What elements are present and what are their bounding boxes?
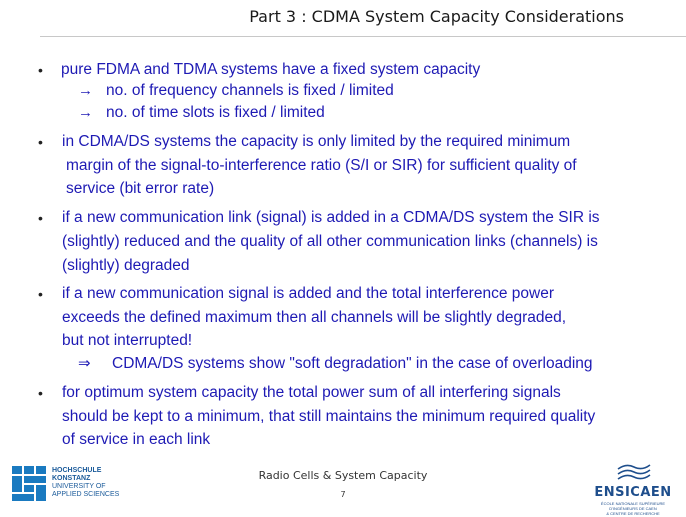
arrow-icon: → xyxy=(78,82,93,99)
bullet-5-line-2: should be kept to a minimum, that still maintains the minimum required quality xyxy=(62,408,596,425)
bullet-4-conclusion: CDMA/DS systems show "soft degradation" in the case of overloading xyxy=(112,355,593,372)
ensicaen-logo xyxy=(588,463,678,516)
ensicaen-tagline: ÉCOLE NATIONALE SUPÉRIEURE D'INGÉNIEURS DE CAEN & CENTRE DE RECHERCHE xyxy=(600,501,666,516)
bullet-4-line-3: but not interrupted! xyxy=(62,332,193,349)
hochschule-konstanz-wordmark: HOCHSCHULE KONSTANZ UNIVERSITY OF APPLIED SCIENCES xyxy=(52,467,120,498)
ensicaen-name: ENSICAEN xyxy=(594,485,672,500)
bullet-1-sub-1: no. of frequency channels is fixed / limited xyxy=(106,82,394,99)
bullet-icon: • xyxy=(38,134,43,150)
bullet-5-line-3: of service in each link xyxy=(62,431,211,448)
bullet-icon: • xyxy=(38,286,43,302)
bullet-3-line-3: (slightly) degraded xyxy=(62,257,190,274)
slide-title: Part 3 : CDMA System Capacity Considerations xyxy=(249,7,624,26)
bullet-2-line-3: service (bit error rate) xyxy=(66,180,215,197)
bullet-icon: • xyxy=(38,385,43,401)
hochschule-konstanz-logo xyxy=(12,466,172,506)
header-divider xyxy=(40,36,686,37)
hochschule-konstanz-mark-icon xyxy=(12,466,48,502)
implies-icon: ⇒ xyxy=(78,355,91,372)
page-number: 7 xyxy=(340,490,346,499)
bullet-icon: • xyxy=(38,210,43,226)
bullet-3-line-2: (slightly) reduced and the quality of all other communication links (channels) is xyxy=(62,233,598,250)
bullet-icon: • xyxy=(38,62,43,78)
bullet-3-line-1: if a new communication link (signal) is added in a CDMA/DS system the SIR is xyxy=(62,209,600,226)
slide-header xyxy=(0,0,686,40)
ensicaen-wave-icon xyxy=(616,463,652,483)
bullet-4-line-1: if a new communication signal is added and the total interference power xyxy=(62,285,554,302)
bullet-1-sub-2: no. of time slots is fixed / limited xyxy=(106,104,325,121)
bullet-5-line-1: for optimum system capacity the total power sum of all interfering signals xyxy=(62,384,561,401)
footer-course-title: Radio Cells & System Capacity xyxy=(258,469,428,482)
bullet-2-line-2: margin of the signal-to-interference ratio (S/I or SIR) for sufficient quality of xyxy=(66,157,577,174)
arrow-icon: → xyxy=(78,104,93,121)
bullet-1-line-1: pure FDMA and TDMA systems have a fixed system capacity xyxy=(61,61,481,78)
bullet-4-line-2: exceeds the defined maximum then all channels will be slightly degraded, xyxy=(62,309,567,326)
bullet-2-line-1: in CDMA/DS systems the capacity is only limited by the required minimum xyxy=(62,133,571,150)
